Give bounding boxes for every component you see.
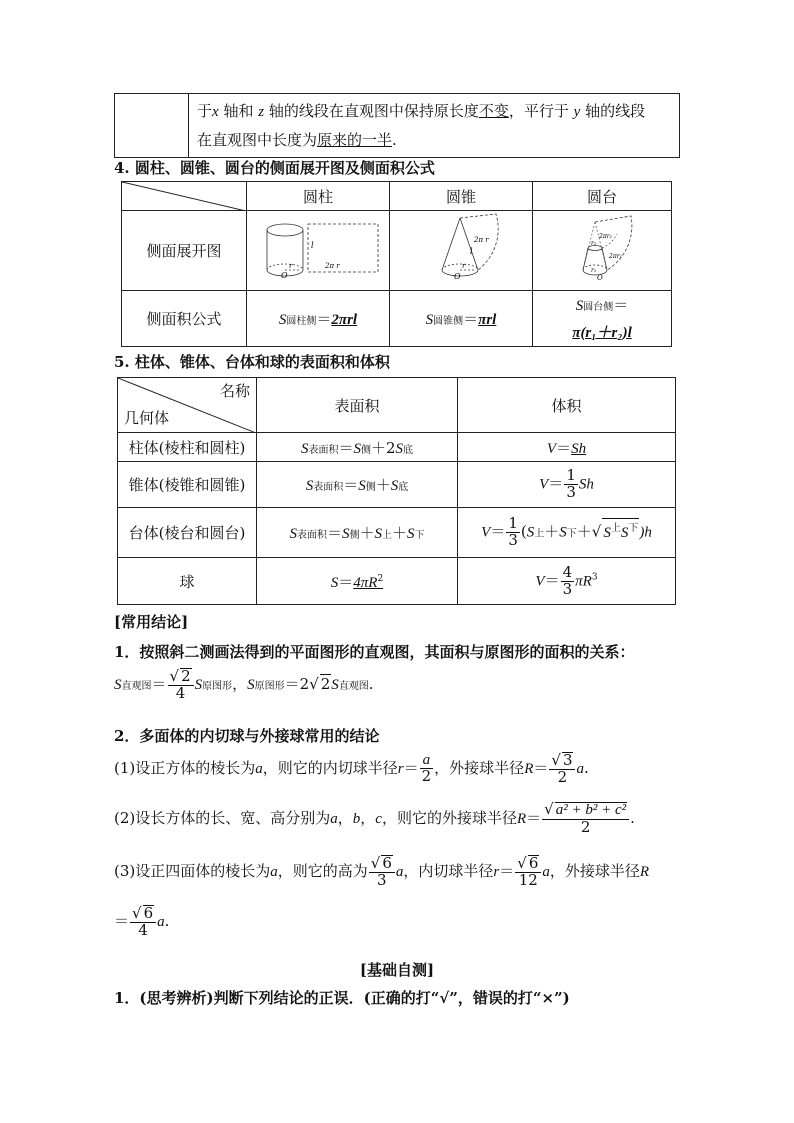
exponent: 3 [591,572,598,582]
equals: ＝ [403,758,419,777]
text: 轴的线段在直观图中保持原长度 [264,102,479,120]
subscript: 上 [610,522,621,534]
fig-label: r [462,261,466,270]
period: . [583,758,589,777]
fig-label: l [470,246,473,256]
equals: ＝2 [284,674,310,693]
paren: )h [639,524,652,541]
equals: ＝ [526,808,542,827]
numerator: 4 [562,562,573,581]
plus: ＋ [544,522,560,541]
subscript: 表面积 [313,482,344,493]
volume-cell [458,462,676,508]
diagonal-header-cell [122,182,247,211]
volume-cell [458,433,676,462]
symbol: S [353,440,361,457]
denominator: 12 [518,870,538,889]
conclusion-item-2: 2．多面体的内切球与外接球常用的结论 [114,727,380,745]
radicand: 6 [143,904,154,922]
sphere-area: 4πR [353,574,378,591]
diagonal-header-cell [118,378,257,433]
formula-answer: Sh [571,440,587,457]
symbol: S [278,312,287,328]
denominator: 2 [421,767,432,786]
self-test-heading: [基础自测] [359,961,435,979]
text: (3)设正四面体的棱长为 [114,861,271,880]
text: ，外接球半径 [434,758,525,777]
formula-answer: π(r₁＋r₂)l [572,324,632,341]
fraction [564,468,578,501]
subscript: 下 [566,528,577,540]
fraction [130,905,156,939]
symbol: S [575,297,584,314]
equals: ＝ [533,758,549,777]
symbol: c [375,810,382,827]
period: . [368,674,374,693]
symbol: S [559,524,567,541]
symbol: S [289,526,297,542]
plus: ＋ [392,524,408,542]
equals: ＝ [556,438,572,457]
equals: ＝ [114,911,130,930]
denominator: 4 [138,920,148,939]
symbol: S [395,440,404,457]
symbol: S [390,478,399,494]
area-relation-formula [114,668,374,702]
comma: ， [232,674,248,693]
fraction [506,516,520,549]
volume-cell [458,508,676,558]
text: ，内切球半径 [403,861,494,880]
underlined-answer: 原来的一半 [317,131,393,149]
fraction [542,802,629,836]
radicand: 6 [382,854,392,872]
symbol: S [247,676,255,693]
text: (2)设长方体的长、宽、高分别为 [114,808,331,827]
sqrt-sign: √ [591,522,602,541]
subscript: 底 [403,444,414,456]
fraction [420,753,434,786]
paren: ( [520,522,527,541]
numerator: 1 [566,466,576,485]
diagonal-line [122,182,246,211]
formula-answer: 2πrl [331,312,358,328]
symbol: V [546,440,557,457]
subscript: 上 [534,528,545,540]
sqrt-sign: √ [169,667,180,685]
comma: ， [337,808,353,827]
text: ，平行于 [508,102,574,120]
self-test-item-1: 1．(思考辨析)判断下列结论的正误．(正确的打“√”，错误的打“×”) [114,989,570,1007]
radicand: 6 [528,854,539,872]
row-label-formula: 侧面积公式 [122,291,247,347]
fig-label: O [597,273,603,282]
projection-rule-cell [189,94,680,158]
fig-label: r₁ [591,266,597,274]
symbol: V [535,573,545,589]
fig-label: r [289,261,293,270]
text: 轴和 [218,102,259,120]
section5-heading: 5. 柱体、锥体、台体和球的表面积和体积 [114,353,390,371]
equals: ＝ [338,438,354,457]
symbol: S [407,526,415,542]
symbol: S [620,524,629,541]
denominator: 2 [580,817,591,836]
symbol: a [395,863,404,880]
radicand: a² + b² + c² [555,802,627,818]
denominator: 3 [566,483,576,501]
cone-formula [390,291,533,347]
top-continuation-table [114,93,680,158]
sqrt-sign: √ [551,751,561,769]
conclusion-item-1: 1．按照斜二测画法得到的平面图形的直观图，其面积与原图形的面积的关系： [114,643,635,661]
symbol: S [374,526,382,542]
header-name: 名称 [219,382,250,400]
fig-label: 2π r [474,235,489,244]
equals: ＝ [499,861,515,880]
radicand: 3 [562,751,573,769]
frustum-formula [533,291,672,347]
y-var: y [573,104,581,120]
radicand [602,518,639,542]
equals: ＝ [463,310,479,328]
subscript: 原图形 [254,680,285,692]
sqrt-sign: √ [544,800,554,818]
area-cell [257,433,458,462]
col-header-area: 表面积 [257,378,458,433]
radicand: 2 [181,667,191,685]
symbol: b [352,810,361,827]
sqrt-sign: √ [370,854,381,872]
sqrt-sign: √ [309,674,319,693]
row-label: 台体(棱台和圆台) [118,508,257,558]
subscript: 原图形 [202,680,233,692]
fig-label: l [311,240,314,250]
symbol: a [270,863,278,880]
comma: ， [360,808,376,827]
symbol: V [539,476,549,493]
col-header-cylinder: 圆柱 [247,182,390,211]
equals: ＝ [343,476,359,494]
symbol: S [300,440,309,457]
sqrt-sign: √ [132,904,142,922]
z-var: z [258,104,265,120]
row-label-unfold: 侧面展开图 [122,211,247,291]
symbol: S [341,526,350,542]
subscript: 直观图 [121,680,152,692]
symbol: a [542,863,550,880]
fraction [515,855,541,889]
text: 在直观图中长度为 [197,131,318,149]
subscript: 侧 [360,444,371,456]
symbol: a [576,760,584,777]
exponent: 2 [377,573,384,584]
cylinder-figure [253,212,383,286]
symbol: V [481,524,491,541]
subscript: 上 [382,530,392,541]
text: ，外接球半径 [549,861,640,880]
formula-answer [353,573,383,591]
subscript: 底 [398,482,409,493]
text: ，则它的高为 [277,861,368,880]
symbol: S [603,524,611,541]
area-cell [257,508,458,558]
subscript: 圆锥侧 [433,316,464,327]
fig-label: 2πr₂ [599,232,613,240]
fig-label: O [281,270,288,280]
fraction [561,562,575,598]
cone-figure [396,212,526,286]
symbol: R [516,810,527,827]
tetrahedron-conclusion-cont [114,905,169,939]
text: 轴的线段 [580,102,646,120]
section4-heading: 4. 圆柱、圆锥、圆台的侧面展开图及侧面积公式 [114,159,435,177]
symbol: S [194,676,203,693]
text: . [392,131,397,149]
period: . [164,911,170,930]
text: ，则它的外接球半径 [381,808,517,827]
empty-cell [115,94,189,158]
cube-conclusion [114,752,589,786]
equals: ＝ [151,674,167,693]
tetrahedron-conclusion [114,855,649,889]
col-header-volume: 体积 [458,378,676,433]
subscript: 侧 [349,530,360,541]
plus: ＋ [375,476,391,494]
underlined-answer: 不变 [478,102,509,120]
symbol: S [526,524,535,541]
equals: ＝ [338,572,354,591]
denominator: 4 [175,683,186,702]
fig-label: r₂ [591,239,597,247]
period: . [630,808,635,827]
symbol: S [425,312,434,328]
symbol: S [114,676,122,693]
x-var: x [212,104,219,120]
fraction [168,668,194,702]
subscript: 直观图 [338,680,369,692]
symbol: a [330,810,338,827]
area-cell [257,462,458,508]
text: ，则它的内切球半径 [262,758,398,777]
denominator: 3 [562,579,573,598]
symbol: r [493,863,500,880]
fraction [549,752,575,786]
frustum-figure [537,212,667,286]
col-header-frustum: 圆台 [533,182,672,211]
pi-r: πR [575,573,592,589]
col-header-cone: 圆锥 [390,182,533,211]
equals: ＝ [326,524,342,542]
subscript: 侧 [365,482,376,493]
subscript: 表面积 [308,444,339,456]
area-cell [257,558,458,605]
equals: ＝ [548,474,564,493]
equals: ＝ [544,571,560,589]
symbol: R [639,863,650,880]
subscript: 下 [628,522,639,534]
cuboid-conclusion [114,802,635,836]
cylinder-unfold-figure [247,211,390,291]
symbol: r [397,760,404,777]
fig-label: 2π r [325,261,340,270]
denominator: 2 [557,767,568,786]
numerator: 1 [508,514,518,533]
header-solid: 几何体 [124,409,170,427]
plus: ＋ [359,524,375,542]
row-label: 球 [118,558,257,605]
symbol: S [330,574,339,591]
equals: ＝ [316,310,332,328]
fig-label: O [454,271,461,281]
symbol: a [255,760,263,777]
surface-volume-table [117,377,676,605]
cone-unfold-figure [390,211,533,291]
lateral-area-table [121,181,672,347]
denominator: 3 [508,531,518,549]
fraction [369,855,395,889]
symbol: a [157,913,165,930]
plus: ＋ [576,522,592,541]
plus: ＋ [370,438,386,457]
subscript: 圆柱侧 [286,316,317,327]
formula-answer: Sh [578,476,594,493]
denominator: 3 [377,870,387,889]
row-label: 锥体(棱锥和圆锥) [118,462,257,508]
numerator: a [420,753,434,770]
text: (1)设正方体的棱长为 [114,758,256,777]
symbol: S [358,478,366,494]
text: 于 [197,102,213,120]
row-label: 柱体(棱柱和圆柱) [118,433,257,462]
frustum-unfold-figure [533,211,672,291]
fig-label: 2πr₁ [609,252,623,260]
subscript: 表面积 [296,530,327,541]
subscript: 下 [414,530,425,541]
equals: ＝ [490,522,506,541]
number: 2 [385,438,396,457]
volume-cell [458,558,676,605]
subscript: 圆台侧 [583,301,614,313]
formula-answer: πrl [478,312,497,328]
equals: ＝ [613,295,629,314]
symbol: S [331,676,339,693]
symbol: R [524,760,534,777]
conclusions-heading: [常用结论] [114,613,189,631]
symbol: S [305,478,314,494]
cylinder-formula [247,291,390,347]
sqrt-sign: √ [517,854,527,872]
radicand: 2 [320,674,331,693]
